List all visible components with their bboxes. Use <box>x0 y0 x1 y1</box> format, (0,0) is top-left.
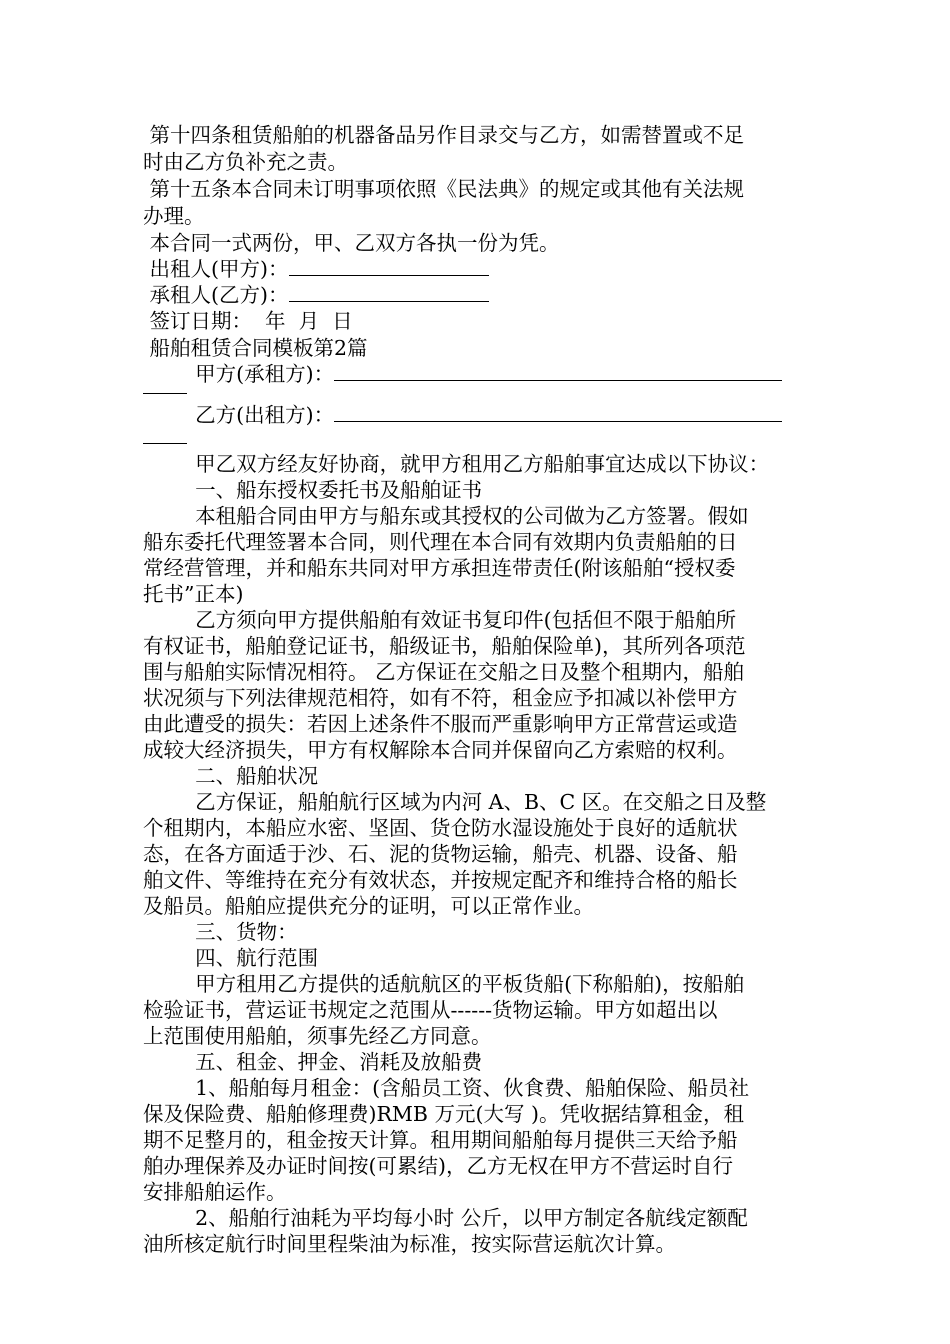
body-line: 乙方须向甲方提供船舶有效证书复印件(包括但不限于船舶所 <box>143 608 737 632</box>
body-line: 乙方保证，船舶航行区域为内河 A、B、C 区。在交船之日及整 <box>143 790 767 814</box>
body-line: 安排船舶运作。 <box>143 1180 287 1204</box>
lessor-signature-row <box>143 256 489 282</box>
clause-15-line-1: 第十五条本合同未订明事项依照《民法典》的规定或其他有关法规 <box>143 177 745 201</box>
body-line: 检验证书，营运证书规定之范围从------货物运输。甲方如超出以 <box>143 998 718 1022</box>
body-line: 舶办理保养及办证时间按(可累结)，乙方无权在甲方不营运时自行 <box>143 1154 733 1178</box>
clause-14-line-1: 第十四条租赁船舶的机器备品另作目录交与乙方，如需替置或不足 <box>143 123 745 147</box>
party-a-label: 甲方(承租方)： <box>143 362 335 386</box>
lessee-signature-row <box>143 282 489 308</box>
party-a-row <box>143 361 782 387</box>
party-a-line <box>334 362 782 381</box>
body-line: 油所核定航行时间里程柴油为标准，按实际营运航次计算。 <box>143 1232 676 1256</box>
body-line: 期不足整月的，租金按天计算。租用期间船舶每月提供三天给予船 <box>143 1128 738 1152</box>
body-line: 围与船舶实际情况相符。 乙方保证在交船之日及整个租期内，船舶 <box>143 660 745 684</box>
body-line: 2、船舶行油耗为平均每小时 公斤，以甲方制定各航线定额配 <box>143 1206 748 1230</box>
section-heading: 三、货物： <box>143 920 298 944</box>
party-b-line <box>334 403 782 422</box>
signing-date: 签订日期： 年 月 日 <box>143 309 353 333</box>
part-2-title: 船舶租赁合同模板第2篇 <box>143 336 368 360</box>
body-line: 甲乙双方经友好协商，就甲方租用乙方船舶事宜达成以下协议： <box>143 452 770 476</box>
body-line: 及船员。船舶应提供充分的证明，可以正常作业。 <box>143 894 594 918</box>
party-b-line-tail <box>143 443 187 444</box>
body-line: 常经营管理，并和船东共同对甲方承担连带责任(附该船舶“授权委 <box>143 556 736 580</box>
section-heading: 五、租金、押金、消耗及放船费 <box>143 1050 483 1074</box>
body-line: 由此遭受的损失：若因上述条件不服而严重影响甲方正常营运或造 <box>143 712 738 736</box>
clause-14-line-2: 时由乙方负补充之责。 <box>143 150 348 174</box>
body-line: 态，在各方面适于沙、石、泥的货物运输，船壳、机器、设备、船 <box>143 842 738 866</box>
body-line: 1、船舶每月租金：(含船员工资、伙食费、船舶保险、船员社 <box>143 1076 750 1100</box>
body-line: 船东委托代理签署本合同，则代理在本合同有效期内负责船舶的日 <box>143 530 738 554</box>
lessor-label: 出租人(甲方)： <box>143 257 289 281</box>
lessor-signature-line <box>289 257 489 276</box>
lessee-signature-line <box>289 283 489 302</box>
lessee-label: 承租人(乙方)： <box>143 283 289 307</box>
body-line: 个租期内，本船应水密、坚固、货仓防水湿设施处于良好的适航状 <box>143 816 738 840</box>
body-line: 本租船合同由甲方与船东或其授权的公司做为乙方签署。假如 <box>143 504 749 528</box>
body-line: 保及保险费、船舶修理费)RMB 万元(大写 )。凭收据结算租金，租 <box>143 1102 745 1126</box>
party-b-label: 乙方(出租方)： <box>143 403 335 427</box>
body-line: 成较大经济损失，甲方有权解除本合同并保留向乙方索赔的权利。 <box>143 738 738 762</box>
clause-15-line-2: 办理。 <box>143 204 205 228</box>
body-line: 状况须与下列法律规范相符，如有不符，租金应予扣减以补偿甲方 <box>143 686 738 710</box>
body-line: 托书”正本) <box>143 582 244 606</box>
party-a-line-tail <box>143 393 187 394</box>
body-line: 舶文件、等维持在充分有效状态，并按规定配齐和维持合格的船长 <box>143 868 738 892</box>
body-line: 甲方租用乙方提供的适航航区的平板货船(下称船舶)，按船舶 <box>143 972 745 996</box>
section-heading: 四、航行范围 <box>143 946 319 970</box>
body-line: 上范围使用船舶，须事先经乙方同意。 <box>143 1024 492 1048</box>
copies-statement: 本合同一式两份，甲、乙双方各执一份为凭。 <box>143 231 560 255</box>
party-b-row <box>143 402 782 428</box>
body-line: 有权证书，船舶登记证书，船级证书，船舶保险单)，其所列各项范 <box>143 634 746 658</box>
section-heading: 一、船东授权委托书及船舶证书 <box>143 478 483 502</box>
section-heading: 二、船舶状况 <box>143 764 319 788</box>
